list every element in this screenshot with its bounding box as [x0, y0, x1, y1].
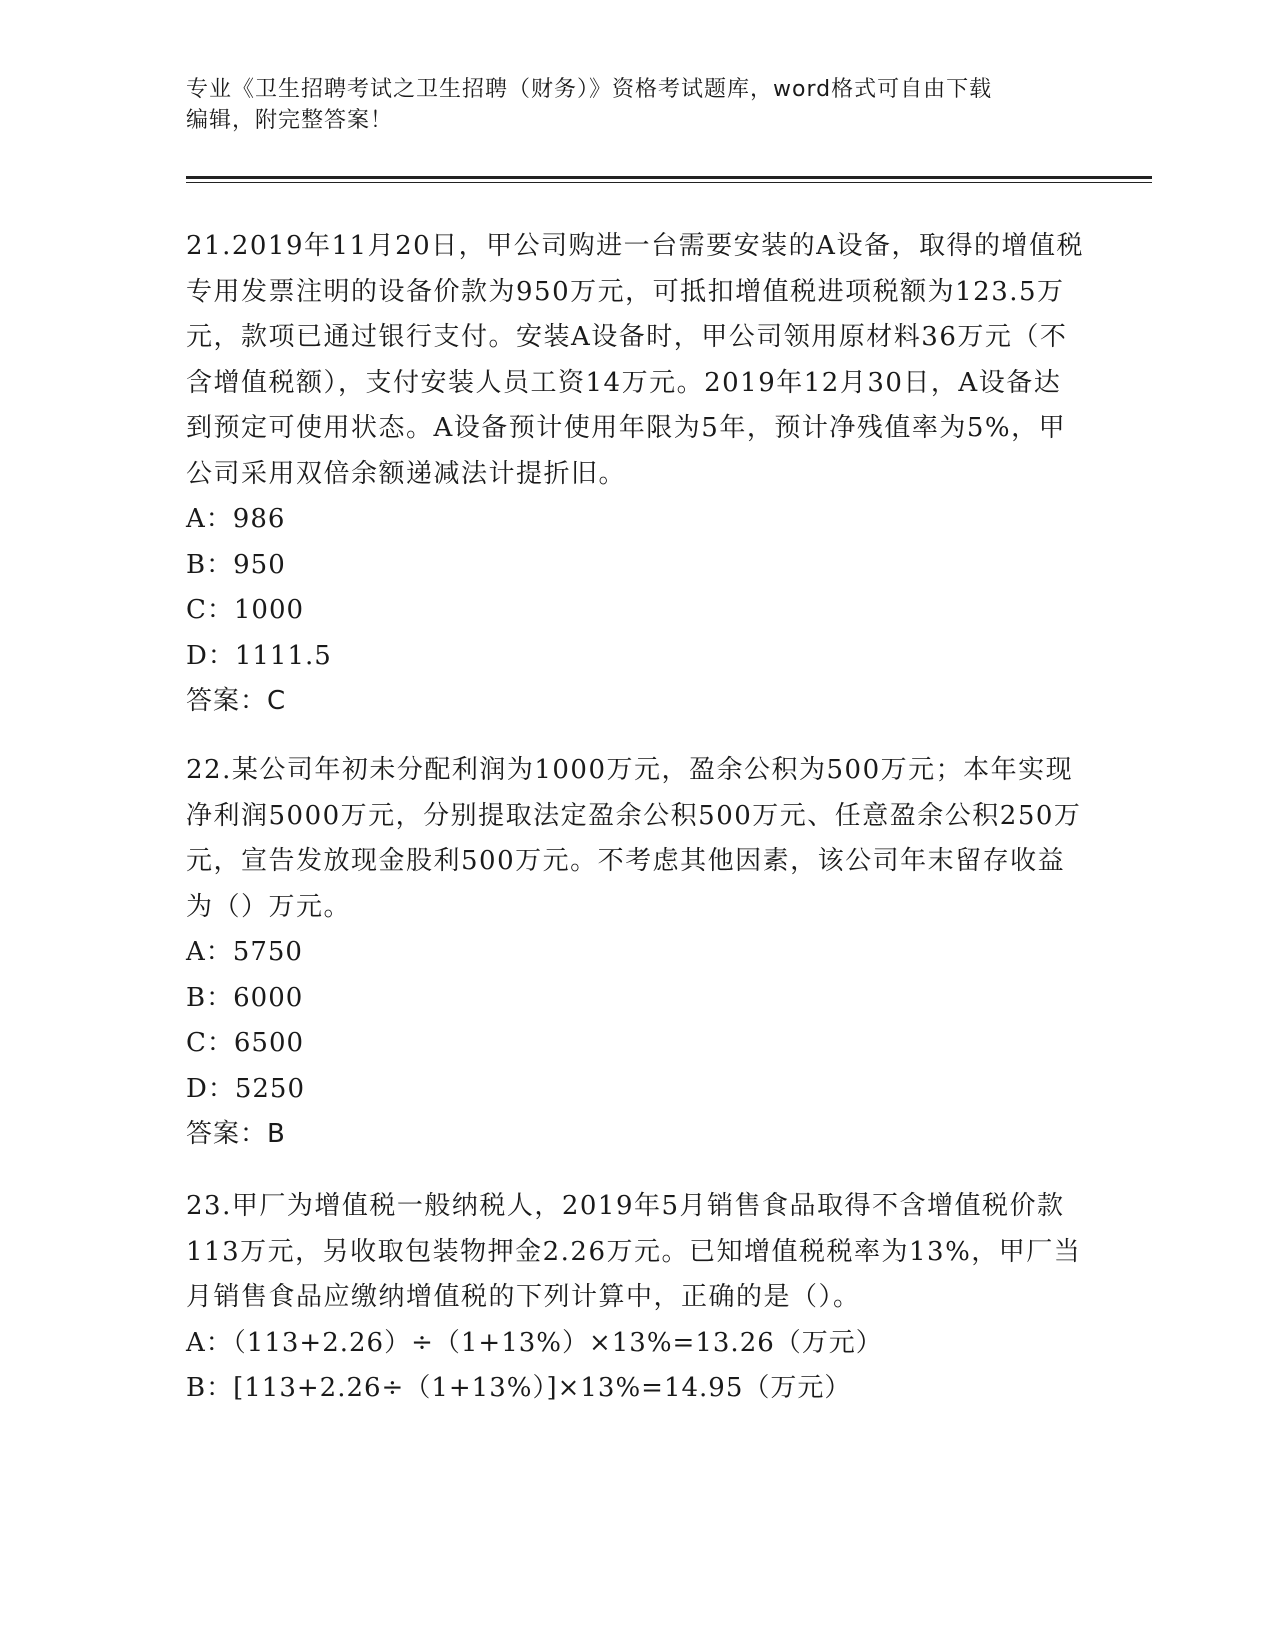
header-divider-thin [186, 182, 1152, 183]
answer-label: 答案：C [186, 686, 287, 716]
question-text: 23.甲厂为增值税一般纳税人，2019年5月销售食品取得不含增值税价款113万元，另收取包装物押金2.26万元。已知增值税税率为13%，甲厂当月销售食品应缴纳增值税的下列计算中，正确的是（）。 [186, 1191, 1082, 1312]
option-b: B：950 [186, 549, 286, 580]
option-c: C：1000 [186, 595, 305, 625]
document-header [186, 74, 1086, 136]
header-divider-thick [186, 176, 1152, 179]
option-a: A：（113+2.26）÷（1+13%）×13%=13.26（万元） [186, 1327, 883, 1358]
question-text: 21.2019年11月20日，甲公司购进一台需要安装的A设备，取得的增值税专用发票注明的设备价款为950万元，可抵扣增值税进项税额为123.5万元，款项已通过银行支付。安装A设备时，甲公司领用原材料36万元（不含增值税额），支付安装人员工资14万元。2019年12月30日，A设备达到预定可使用状态。A设备预计使用年限为5年，预计净残值率为5%，甲公司采用双倍余额递减法计提折旧。 [186, 231, 1084, 489]
option-d: D：1111.5 [186, 640, 332, 671]
question-text: 22.某公司年初未分配利润为1000万元，盈余公积为500万元；本年实现净利润5000万元，分别提取法定盈余公积500万元、任意盈余公积250万元，宣告发放现金股利500万元。不考虑其他因素，该公司年末留存收益为（）万元。 [186, 755, 1082, 922]
option-c: C：6500 [186, 1028, 305, 1058]
option-d: D：5250 [186, 1073, 306, 1104]
option-b: B：[113+2.26÷（1+13%）]×13%=14.95（万元） [186, 1373, 852, 1403]
header-line-2: 编辑，附完整答案！ [186, 108, 394, 133]
answer-label: 答案：B [186, 1119, 286, 1149]
question-23 [186, 1184, 1086, 1412]
option-b: B：6000 [186, 982, 304, 1013]
option-a: A：986 [186, 504, 286, 534]
header-line-1: 专业《卫生招聘考试之卫生招聘（财务）》资格考试题库，word格式可自由下载 [186, 77, 993, 102]
question-22 [186, 748, 1086, 1158]
option-a: A：5750 [186, 937, 303, 967]
question-21 [186, 224, 1086, 725]
